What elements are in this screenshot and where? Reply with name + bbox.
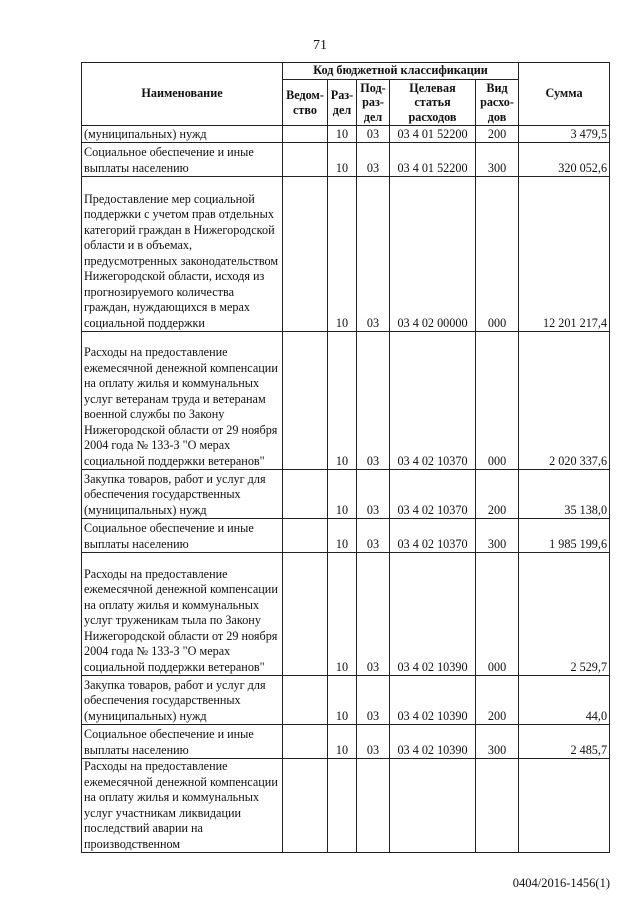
row-article xyxy=(390,759,476,853)
row-department xyxy=(283,143,328,177)
table-row xyxy=(82,676,610,725)
row-amount: 2 020 337,6 xyxy=(519,332,610,470)
row-expense-type: 200 xyxy=(476,676,519,725)
row-amount: 12 201 217,4 xyxy=(519,177,610,332)
row-department xyxy=(283,332,328,470)
row-name: Расходы на предоставление ежемесячной денежной компенсации на оплату жилья и коммунальных услуг труженикам тыла по Закону Нижегородской области от 29 ноября 2004 года № 133-З "О мерах социальной поддержки ветеранов" xyxy=(82,553,283,676)
row-name: Социальное обеспечение и иные выплаты населению xyxy=(82,519,283,553)
row-name: Расходы на предоставление ежемесячной денежной компенсации на оплату жилья и коммунальных услуг участникам ликвидации последствий аварии на производственном xyxy=(82,759,283,853)
budget-table xyxy=(81,62,610,853)
row-article: 03 4 02 10370 xyxy=(390,519,476,553)
page-number: 71 xyxy=(313,38,327,53)
row-subsection: 03 xyxy=(357,553,390,676)
row-subsection: 03 xyxy=(357,519,390,553)
row-expense-type: 200 xyxy=(476,470,519,519)
row-department xyxy=(283,553,328,676)
row-amount: 2 485,7 xyxy=(519,725,610,759)
row-amount: 2 529,7 xyxy=(519,553,610,676)
row-section: 10 xyxy=(328,177,357,332)
row-name: Социальное обеспечение и иные выплаты населению xyxy=(82,143,283,177)
row-section: 10 xyxy=(328,519,357,553)
table-row xyxy=(82,725,610,759)
row-article: 03 4 02 10390 xyxy=(390,676,476,725)
table-row xyxy=(82,519,610,553)
row-section: 10 xyxy=(328,725,357,759)
row-article: 03 4 02 10390 xyxy=(390,725,476,759)
header-expense-type: Вид расхо-дов xyxy=(476,80,519,126)
table-row xyxy=(82,553,610,676)
row-section: 10 xyxy=(328,470,357,519)
row-subsection: 03 xyxy=(357,676,390,725)
row-article: 03 4 01 52200 xyxy=(390,126,476,143)
row-section: 10 xyxy=(328,553,357,676)
row-subsection: 03 xyxy=(357,143,390,177)
row-amount xyxy=(519,759,610,853)
row-expense-type: 000 xyxy=(476,177,519,332)
row-article: 03 4 02 10390 xyxy=(390,553,476,676)
document-code: 0404/2016-1456(1) xyxy=(512,876,610,890)
row-section: 10 xyxy=(328,332,357,470)
row-article: 03 4 02 00000 xyxy=(390,177,476,332)
header-section: Раз-дел xyxy=(328,80,357,126)
row-department xyxy=(283,759,328,853)
row-name: Предоставление мер социальной поддержки с учетом прав отдельных категорий граждан в Нижегородской области и в объемах, предусмотренных законодательством Нижегородской области, исходя из прогнозируемого количества граждан, нуждающихся в мерах социальной поддержки xyxy=(82,177,283,332)
table-row xyxy=(82,332,610,470)
row-amount: 320 052,6 xyxy=(519,143,610,177)
row-name: Расходы на предоставление ежемесячной денежной компенсации на оплату жилья и коммунальных услуг ветеранам труда и ветеранам военной службы по Закону Нижегородской области от 29 ноября 2004 года № 133-З "О мерах социальной поддержки ветеранов" xyxy=(82,332,283,470)
row-subsection: 03 xyxy=(357,725,390,759)
row-subsection xyxy=(357,759,390,853)
row-expense-type: 000 xyxy=(476,332,519,470)
row-amount: 35 138,0 xyxy=(519,470,610,519)
row-amount: 3 479,5 xyxy=(519,126,610,143)
row-name: Закупка товаров, работ и услуг для обеспечения государственных (муниципальных) нужд xyxy=(82,676,283,725)
row-subsection: 03 xyxy=(357,470,390,519)
row-department xyxy=(283,126,328,143)
header-name: Наименование xyxy=(82,63,283,126)
table-row xyxy=(82,143,610,177)
row-expense-type: 300 xyxy=(476,143,519,177)
row-subsection: 03 xyxy=(357,332,390,470)
row-section: 10 xyxy=(328,143,357,177)
header-amount: Сумма xyxy=(519,63,610,126)
row-expense-type: 200 xyxy=(476,126,519,143)
row-subsection: 03 xyxy=(357,126,390,143)
row-section xyxy=(328,759,357,853)
row-department xyxy=(283,177,328,332)
row-article: 03 4 02 10370 xyxy=(390,470,476,519)
row-department xyxy=(283,519,328,553)
row-department xyxy=(283,676,328,725)
row-amount: 44,0 xyxy=(519,676,610,725)
header-code-group: Код бюджетной классификации xyxy=(283,63,519,80)
row-name: Закупка товаров, работ и услуг для обеспечения государственных (муниципальных) нужд xyxy=(82,470,283,519)
row-expense-type xyxy=(476,759,519,853)
table-row xyxy=(82,177,610,332)
row-section: 10 xyxy=(328,676,357,725)
row-amount: 1 985 199,6 xyxy=(519,519,610,553)
row-article: 03 4 01 52200 xyxy=(390,143,476,177)
row-department xyxy=(283,725,328,759)
row-expense-type: 300 xyxy=(476,725,519,759)
row-name: Социальное обеспечение и иные выплаты населению xyxy=(82,725,283,759)
row-department xyxy=(283,470,328,519)
header-department: Ведом-ство xyxy=(283,80,328,126)
table-row xyxy=(82,759,610,853)
row-section: 10 xyxy=(328,126,357,143)
row-article: 03 4 02 10370 xyxy=(390,332,476,470)
header-subsection: Под-раз-дел xyxy=(357,80,390,126)
table-row xyxy=(82,126,610,143)
header-target-article: Целевая статья расходов xyxy=(390,80,476,126)
row-expense-type: 300 xyxy=(476,519,519,553)
table-row xyxy=(82,470,610,519)
row-expense-type: 000 xyxy=(476,553,519,676)
row-subsection: 03 xyxy=(357,177,390,332)
row-name: (муниципальных) нужд xyxy=(82,126,283,143)
